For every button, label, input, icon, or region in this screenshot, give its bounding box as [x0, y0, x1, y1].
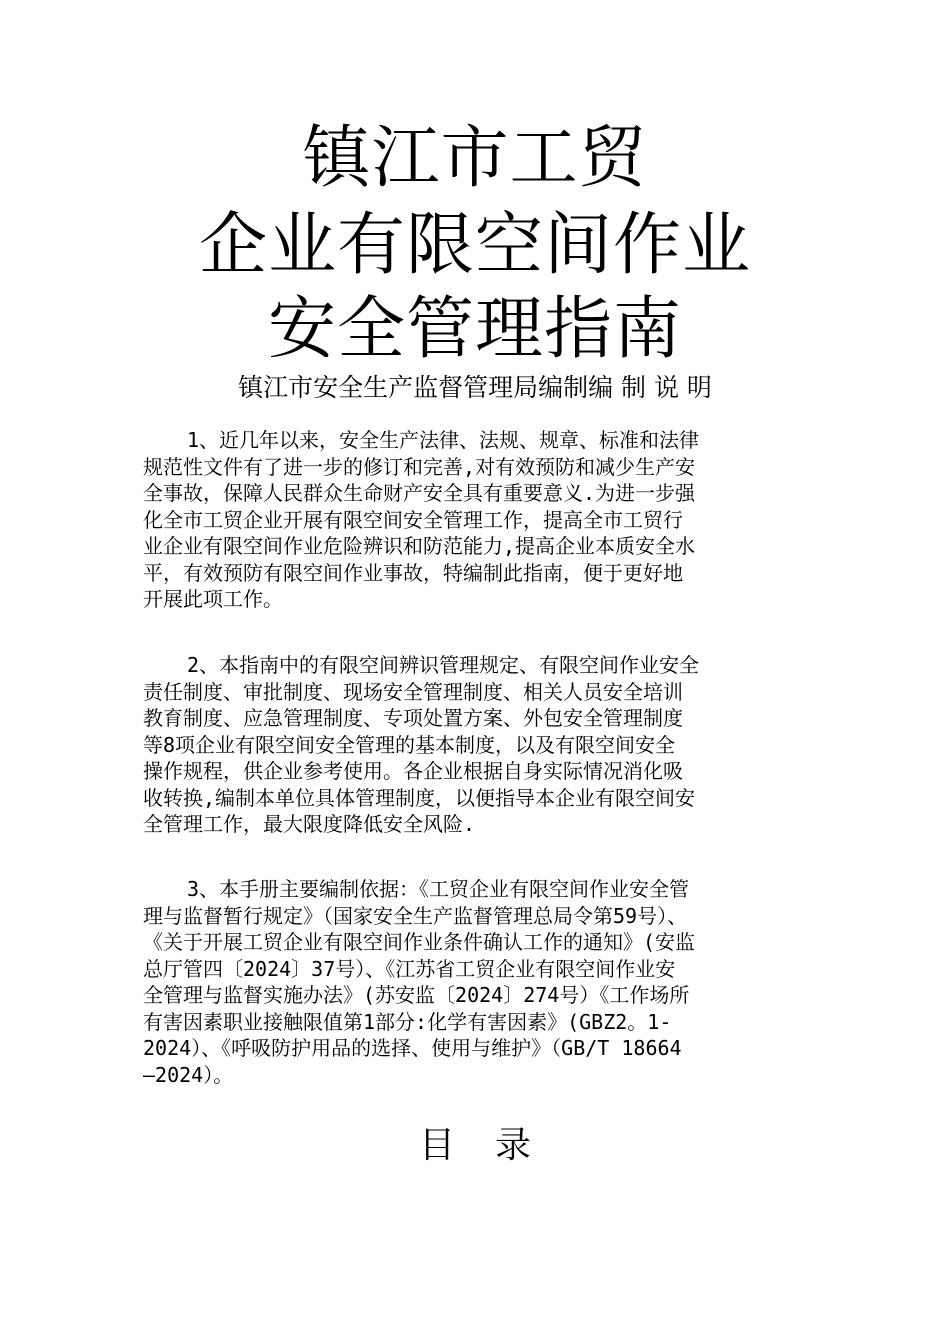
paragraph-line: 教育制度、应急管理制度、专项处置方案、外包安全管理制度 [143, 706, 683, 730]
paragraph-line: 平，有效预防有限空间作业事故，特编制此指南，便于更好地 [143, 560, 683, 585]
paragraph-1 [143, 427, 808, 613]
paragraph-line: 等8项企业有限空间安全管理的基本制度，以及有限空间安全 [143, 732, 676, 757]
paragraph-line: 《关于开展工贸企业有限空间作业条件确认工作的通知》(安监 [143, 930, 696, 954]
paragraph-line: 理与监督暂行规定》（国家安全生产监督管理总局令第59号）、 [143, 903, 688, 928]
table-of-contents-heading: 目录 [418, 1125, 571, 1166]
paragraph-line: 业企业有限空间作业危险辨识和防范能力,提高企业本质安全水 [143, 534, 696, 558]
paragraph-line: 全事故，保障人民群众生命财产安全具有重要意义.为进一步强 [143, 481, 696, 505]
paragraph-line: 全管理与监督实施办法》(苏安监〔2024〕274号）《工作场所 [143, 983, 690, 1007]
paragraph-line: 操作规程，供企业参考使用。各企业根据自身实际情况消化吸 [143, 759, 683, 783]
paragraph-line: 化全市工贸企业开展有限空间安全管理工作，提高全市工贸行 [143, 507, 683, 532]
paragraph-line: 1、近几年以来，安全生产法律、法规、规章、标准和法律 [187, 428, 700, 452]
paragraph-line: 开展此项工作。 [143, 587, 283, 611]
paragraph-line: —2024）。 [143, 1062, 234, 1087]
paragraph-line: 有害因素职业接触限值第1部分:化学有害因素》(GBZ2。1- [143, 1009, 672, 1034]
paragraph-line: 收转换,编制本单位具体管理制度，以便指导本企业有限空间安 [143, 785, 696, 810]
paragraph-3 [143, 876, 808, 1088]
paragraph-line: 2、本指南中的有限空间辨识管理规定、有限空间作业安全 [187, 653, 700, 677]
paragraph-line: 规范性文件有了进一步的修订和完善,对有效预防和减少生产安 [143, 454, 696, 479]
subtitle: 镇江市安全生产监督管理局编制编 制 说 明 [238, 373, 712, 402]
paragraph-line: 责任制度、审批制度、现场安全管理制度、相关人员安全培训 [143, 679, 683, 704]
paragraph-line: 2024）、《呼吸防护用品的选择、使用与维护》（GB/T 18664 [143, 1036, 682, 1060]
paragraph-line: 全管理工作，最大限度降低安全风险. [143, 812, 476, 836]
title-line-1: 镇江市工贸 [302, 119, 648, 198]
title-line-3: 安全管理指南 [267, 290, 682, 369]
title-line-2: 企业有限空间作业 [198, 206, 751, 285]
paragraph-line: 总厅管四〔2024〕37号）、《江苏省工贸企业有限空间作业安 [143, 956, 676, 981]
paragraph-line: 3、本手册主要编制依据：《工贸企业有限空间作业安全管 [187, 877, 690, 901]
paragraph-2 [143, 652, 808, 838]
